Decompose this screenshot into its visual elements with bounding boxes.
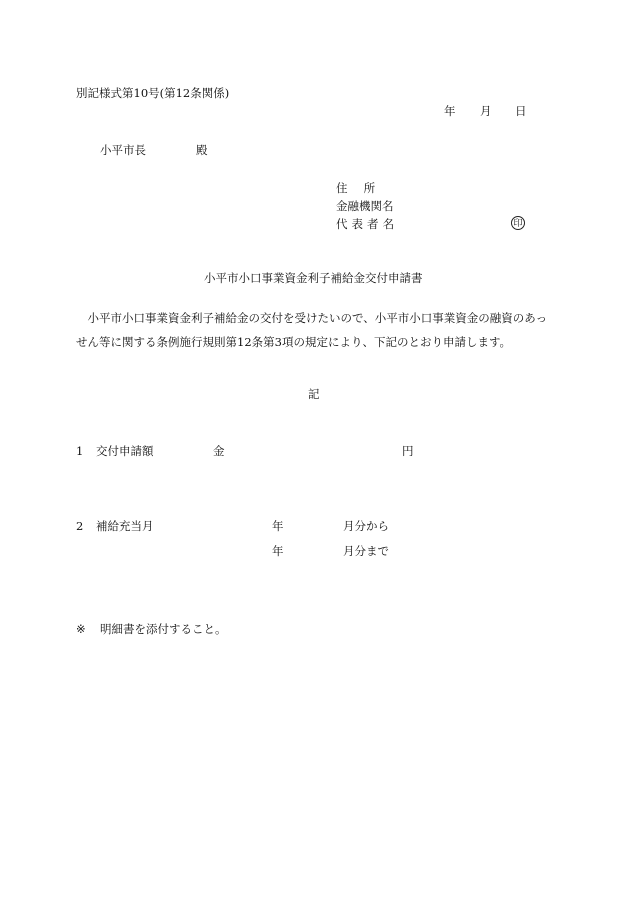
item1-number: 1 [76, 444, 84, 458]
body-text: 小平市小口事業資金利子補給金の交付を受けたいので、小平市小口事業資金の融資のあっせん等に関する条例施行規則第12条第3項の規定により、下記のとおり申請します。 [76, 311, 548, 349]
ki-label: 記 [308, 387, 320, 401]
item1-yen: 円 [402, 444, 414, 458]
item1-label: 交付申請額 [96, 444, 154, 458]
item2-row2-suffix: 月分まで [343, 544, 389, 558]
seal-mark: 印 [511, 216, 525, 230]
addressee-honorific: 殿 [196, 143, 208, 157]
addressee-name: 小平市長 [100, 143, 146, 157]
item2-row2-year: 年 [272, 544, 284, 558]
body-paragraph [76, 306, 556, 354]
note-mark: ※ [76, 622, 86, 636]
item1-kin: 金 [213, 444, 225, 458]
item2-row1-suffix: 月分から [343, 519, 389, 533]
address-label: 住 所 [336, 181, 378, 195]
document-title: 小平市小口事業資金利子補給金交付申請書 [204, 271, 423, 285]
date-year: 年 [444, 104, 456, 118]
note-text: 明細書を添付すること。 [100, 622, 227, 636]
item2-row1-year: 年 [272, 519, 284, 533]
item2-label: 補給充当月 [96, 519, 154, 533]
representative-label: 代表者名 [336, 217, 399, 231]
bank-label: 金融機関名 [336, 199, 394, 213]
item2-number: 2 [76, 519, 84, 533]
form-number: 別記様式第10号(第12条関係) [76, 86, 230, 100]
date-day: 日 [515, 104, 527, 118]
date-month: 月 [480, 104, 492, 118]
